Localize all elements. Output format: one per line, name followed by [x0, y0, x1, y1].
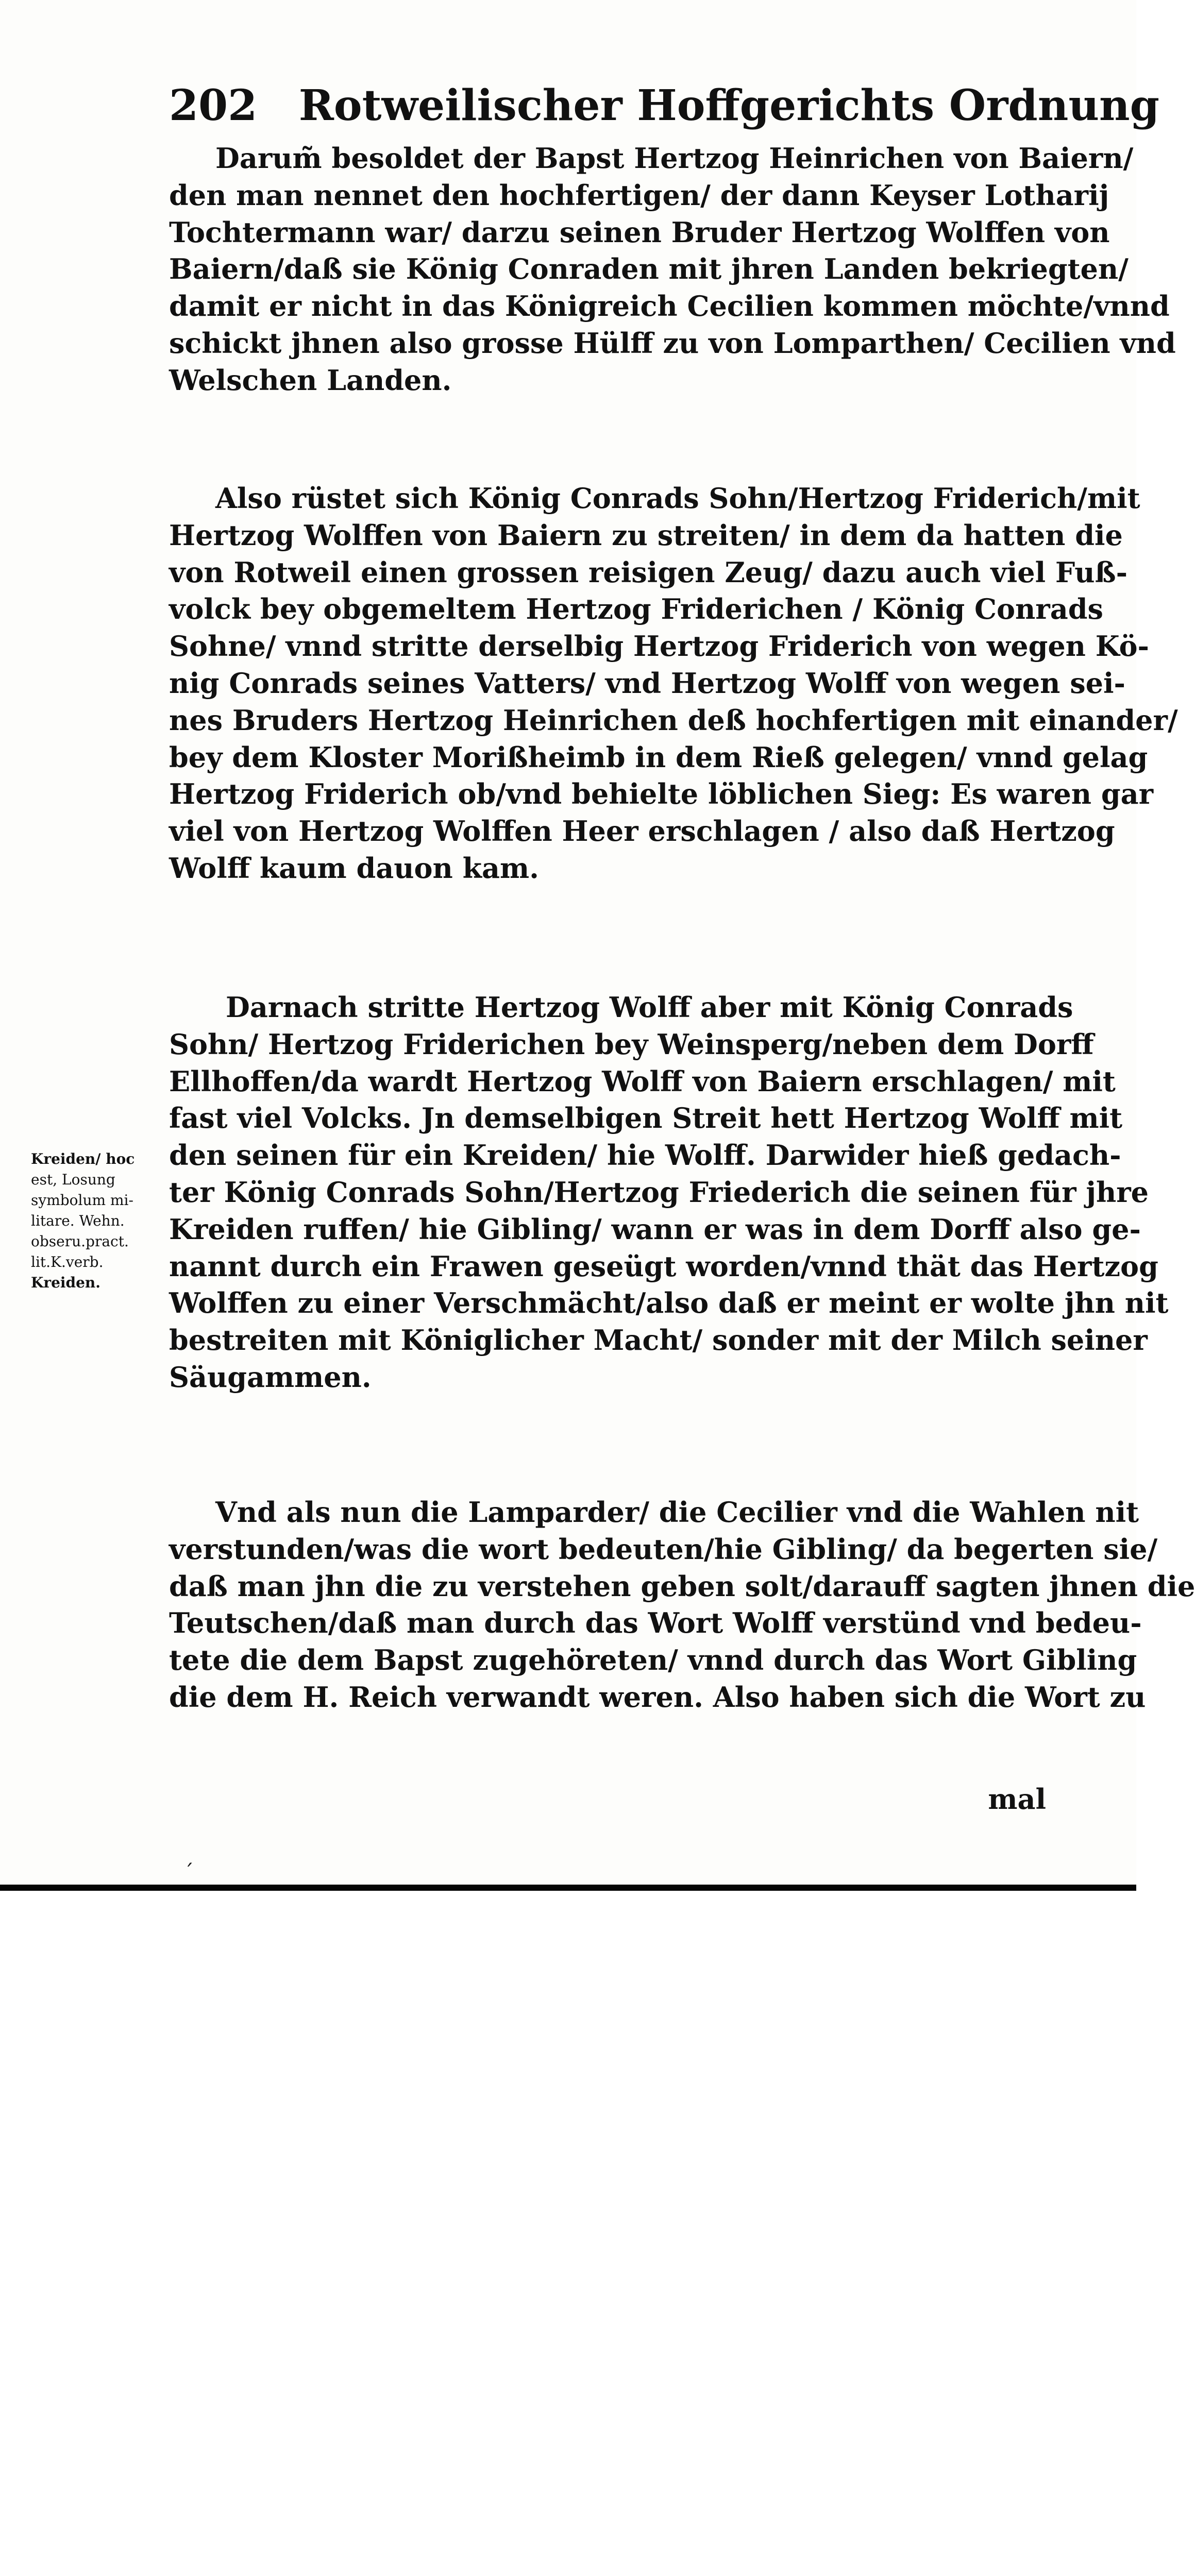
text-line: damit er nicht in das Königreich Cecilien kommen möchte/vnnd	[169, 290, 1170, 323]
margin-note-line: symbolum mi-	[31, 1192, 133, 1209]
catchword: mal	[988, 1783, 1046, 1816]
margin-note-line: lit.K.verb.	[31, 1253, 104, 1270]
running-header	[169, 77, 1159, 134]
margin-note-line: Kreiden/ hoc	[31, 1150, 135, 1167]
text-line: Sohne/ vnnd stritte derselbig Hertzog Friderich von wegen Kö-	[169, 630, 1149, 663]
text-line: Tochtermann war/ darzu seinen Bruder Hertzog Wolffen von	[169, 215, 1110, 249]
text-line: Baiern/daß sie König Conraden mit jhren Landen bekriegten/	[169, 252, 1129, 286]
text-line: ter König Conrads Sohn/Hertzog Friederich die seinen für jhre	[169, 1175, 1149, 1209]
paragraph-3	[169, 989, 1169, 1396]
text-line: fast viel Volcks. Jn demselbigen Streit hett Hertzog Wolff mit	[169, 1101, 1123, 1135]
text-line: nig Conrads seines Vatters/ vnd Hertzog Wolff von wegen sei-	[169, 666, 1125, 700]
margin-note-line: litare. Wehn.	[31, 1212, 125, 1229]
margin-note	[31, 1149, 165, 1293]
text-line: Sohn/ Hertzog Friderichen bey Weinsperg/neben dem Dorff	[169, 1027, 1094, 1061]
text-line: Teutschen/daß man durch das Wort Wolff verstünd vnd bedeu-	[169, 1606, 1142, 1640]
text-line: Vnd als nun die Lamparder/ die Cecilier vnd die Wahlen nit	[215, 1496, 1139, 1529]
page-number: 202	[169, 81, 258, 130]
text-line: Kreiden ruffen/ hie Gibling/ wann er was in dem Dorff also ge-	[169, 1212, 1141, 1246]
text-line: verstunden/was die wort bedeuten/hie Gibling/ da begerten sie/	[169, 1532, 1158, 1566]
text-line: den seinen für ein Kreiden/ hie Wolff. Darwider hieß gedach-	[169, 1139, 1121, 1172]
text-line: Hertzog Wolffen von Baiern zu streiten/ in dem da hatten die	[169, 518, 1123, 552]
text-line: Hertzog Friderich ob/vnd behielte löblichen Sieg: Es waren gar	[169, 777, 1154, 811]
margin-note-line: obseru.pract.	[31, 1233, 129, 1250]
text-line: von Rotweil einen grossen reisigen Zeug/ dazu auch viel Fuß-	[169, 555, 1127, 589]
text-line: Wolffen zu einer Verschmächt/also daß er meint er wolte jhn nit	[169, 1286, 1169, 1320]
footer-bar	[0, 1891, 1136, 1977]
text-line: daß man jhn die zu verstehen geben solt/darauff sagten jhnen die	[169, 1569, 1195, 1603]
text-line: volck bey obgemeltem Hertzog Friderichen / König Conrads	[169, 592, 1103, 626]
text-line: bestreiten mit Königlicher Macht/ sonder mit der Milch seiner	[169, 1324, 1148, 1357]
paragraph-1	[169, 140, 1176, 399]
margin-note-line: Kreiden.	[31, 1274, 101, 1291]
page-title: Rotweilischer Hoffgerichts Ordnung	[298, 81, 1159, 130]
ink-mark: ´	[183, 1861, 194, 1885]
text-line: Darnach stritte Hertzog Wolff aber mit König Conrads	[226, 991, 1073, 1024]
margin-note-line: est, Losung	[31, 1171, 115, 1188]
text-line: die dem H. Reich verwandt weren. Also haben sich die Wort zu	[169, 1680, 1146, 1714]
text-line: Welschen Landen.	[169, 363, 452, 397]
text-line: den man nennet den hochfertigen/ der dann Keyser Lotharij	[169, 178, 1109, 212]
text-line: tete die dem Bapst zugehöreten/ vnnd durch das Wort Gibling	[169, 1643, 1137, 1677]
text-line: nes Bruders Hertzog Heinrichen deß hochfertigen mit einander/	[169, 703, 1178, 737]
text-line: viel von Hertzog Wolffen Heer erschlagen / also daß Hertzog	[169, 815, 1115, 848]
text-line: Darum̃ besoldet der Bapst Hertzog Heinrichen von Baiern/	[215, 142, 1134, 175]
text-line: nannt durch ein Frawen geseügt worden/vnnd thät das Hertzog	[169, 1249, 1158, 1283]
text-line: schickt jhnen also grosse Hülff zu von Lomparthen/ Cecilien vnd	[169, 326, 1176, 360]
text-line: bey dem Kloster Morißheimb in dem Rieß gelegen/ vnnd gelag	[169, 740, 1148, 774]
text-line: Wolff kaum dauon kam.	[169, 851, 539, 885]
scan-edge	[0, 1885, 1136, 1891]
paragraph-4	[169, 1494, 1195, 1716]
text-line: Ellhoffen/da wardt Hertzog Wolff von Baiern erschlagen/ mit	[169, 1064, 1116, 1098]
text-line: Also rüstet sich König Conrads Sohn/Hertzog Friderich/mit	[215, 482, 1140, 515]
text-line: Säugammen.	[169, 1360, 372, 1394]
paragraph-2	[169, 480, 1178, 887]
